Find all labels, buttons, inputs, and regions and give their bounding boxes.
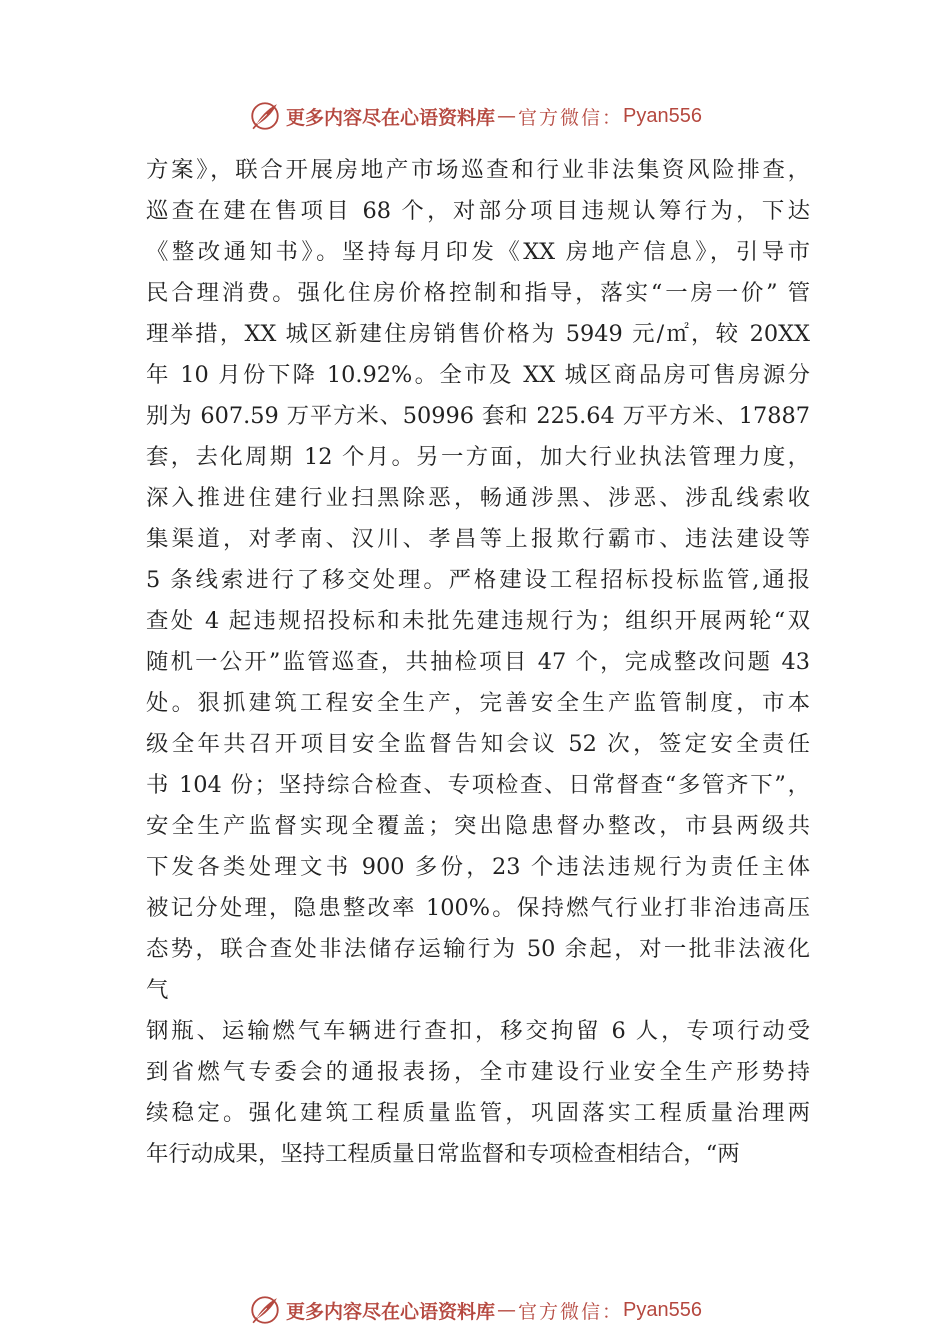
text-line: 书 104 份；坚持综合检查、专项检查、日常督查“多管齐下”， <box>146 772 810 798</box>
header-watermark <box>0 96 950 136</box>
text-line: 态势，联合查处非法储存运输行为 50 余起，对一批非法液化 <box>146 936 810 962</box>
watermark-wechat-label: 官方微信： <box>518 106 624 129</box>
text-line: 方案》，联合开展房地产市场巡查和行业非法集资风险排查， <box>146 157 810 183</box>
text-line: 续稳定。强化建筑工程质量监管，巩固落实工程质量治理两 <box>146 1100 810 1126</box>
text-line: 套，去化周期 12 个月。另一方面，加大行业执法管理力度， <box>146 444 810 470</box>
text-line: 巡查在建在售项目 68 个，对部分项目违规认筹行为，下达 <box>146 198 810 224</box>
feather-pen-logo-icon <box>248 99 282 133</box>
watermark-separator: — <box>497 105 517 127</box>
watermark-wechat-id: Pyan556 <box>623 104 702 127</box>
text-line: 民合理消费。强化住房价格控制和指导，落实“一房一价” 管 <box>146 280 810 306</box>
watermark-main-text: 更多内容尽在心语资料库 <box>286 106 496 129</box>
text-line: 级全年共召开项目安全监督告知会议 52 次，签定安全责任 <box>146 731 810 757</box>
text-line: 随机一公开”监管巡查，共抽检项目 47 个，完成整改问题 43 <box>146 649 810 675</box>
watermark-wechat-id: Pyan556 <box>623 1298 702 1321</box>
body-paragraph <box>146 150 810 1175</box>
text-line: 下发各类处理文书 900 多份，23 个违法违规行为责任主体 <box>146 854 810 880</box>
text-line: 别为 607.59 万平方米、50996 套和 225.64 万平方米、17887 <box>146 403 810 429</box>
text-line: 年行动成果，坚持工程质量日常监督和专项检查相结合，“两 <box>146 1141 740 1167</box>
text-line: 集渠道，对孝南、汉川、孝昌等上报欺行霸市、违法建设等 <box>146 526 810 552</box>
text-line: 气 <box>146 977 169 1003</box>
text-line: 处。狠抓建筑工程安全生产，完善安全生产监管制度，市本 <box>146 690 810 716</box>
text-line: 5 条线索进行了移交处理。严格建设工程招标投标监管,通报 <box>146 567 810 593</box>
text-line: 被记分处理，隐患整改率 100%。保持燃气行业打非治违高压 <box>146 895 810 921</box>
footer-watermark <box>0 1290 950 1330</box>
feather-pen-logo-icon <box>248 1293 282 1327</box>
text-line: 钢瓶、运输燃气车辆进行查扣，移交拘留 6 人，专项行动受 <box>146 1018 810 1044</box>
text-line: 到省燃气专委会的通报表扬，全市建设行业安全生产形势持 <box>146 1059 810 1085</box>
text-line: 查处 4 起违规招投标和未批先建违规行为；组织开展两轮“双 <box>146 608 810 634</box>
text-line: 理举措，XX 城区新建住房销售价格为 5949 元/㎡，较 20XX <box>146 321 810 347</box>
text-line: 年 10 月份下降 10.92%。全市及 XX 城区商品房可售房源分 <box>146 362 810 388</box>
text-line: 安全生产监督实现全覆盖；突出隐患督办整改，市县两级共 <box>146 813 810 839</box>
text-line: 《整改通知书》。坚持每月印发《XX 房地产信息》，引导市 <box>146 239 810 265</box>
watermark-separator: — <box>497 1299 517 1321</box>
text-line: 深入推进住建行业扫黑除恶，畅通涉黑、涉恶、涉乱线索收 <box>146 485 810 511</box>
watermark-wechat-label: 官方微信： <box>518 1300 624 1323</box>
watermark-main-text: 更多内容尽在心语资料库 <box>286 1300 496 1323</box>
